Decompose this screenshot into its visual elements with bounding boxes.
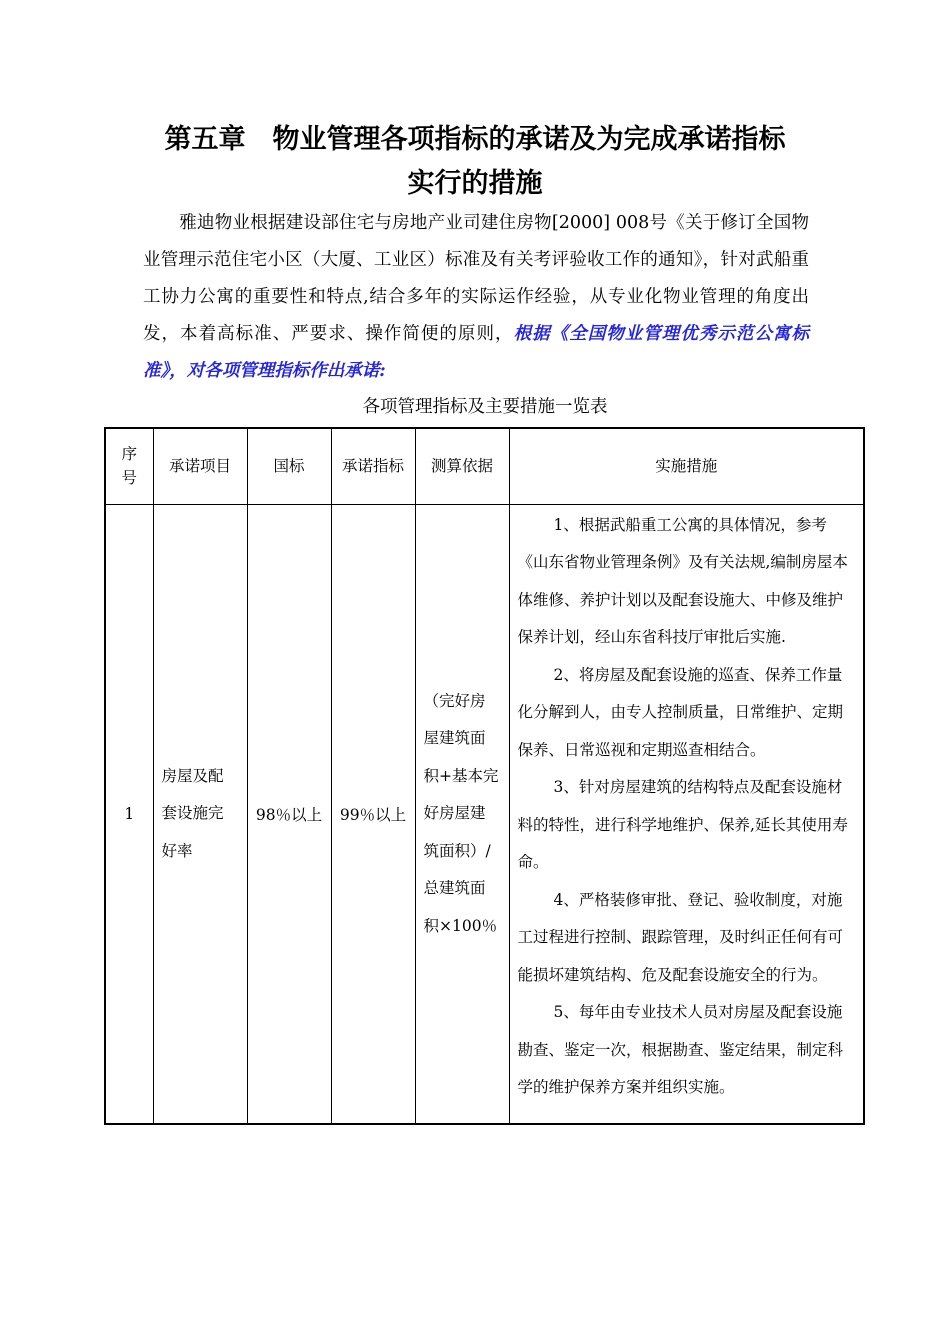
cell-promise: 99％以上 (331, 504, 415, 1124)
chapter-title-line-1: 第五章 物业管理各项指标的承诺及为完成承诺指标 (164, 124, 786, 155)
measure-item: 4、严格装修审批、登记、验收制度，对施工过程进行控制、跟踪管理，及时纠正任何有可能损坏建筑结构、危及配套设施安全的行为。 (517, 890, 844, 984)
header-national: 国标 (247, 428, 331, 504)
measure-item: 3、针对房屋建筑的结构特点及配套设施材料的特性，进行科学地维护、保养,延长其使用寿命。 (517, 778, 848, 871)
measure-item: 2、将房屋及配套设施的巡查、保养工作量化分解到人，由专人控制质量，日常维护、定期保养、日常巡视和定期巡查相结合。 (517, 665, 844, 759)
measure-item: 1、根据武船重工公寓的具体情况，参考《山东省物业管理条例》及有关法规,编制房屋本体维修、养护计划以及配套设施大、中修及维护保养计划，经山东省科技厅审批后实施. (517, 515, 848, 646)
table-caption: 各项管理指标及主要措施一览表 (362, 397, 608, 417)
intro-text: 雅迪物业根据建设部住宅与房地产业司建住房物[2000] 008号《关于修订全国物业管理示范住宅小区（大厦、工业区）标准及有关考评验收工作的通知》，针对武船重工协力公寓的重要性和特点,结合多年的实际运作经验，从专业化物业管理的角度出发，本着高标准、严要求、操作简便的原则， (143, 213, 809, 344)
cell-basis: （完好房屋建筑面积+基本完好房屋建筑面积）/总建筑面积×100％ (415, 504, 509, 1124)
cell-national: 98％以上 (247, 504, 331, 1124)
cell-measures (509, 504, 864, 1124)
header-basis: 测算依据 (415, 428, 509, 504)
cell-no: 1 (105, 504, 153, 1124)
measure-item: 5、每年由专业技术人员对房屋及配套设施勘查、鉴定一次，根据勘查、鉴定结果，制定科学的维护保养方案并组织实施。 (517, 1003, 844, 1096)
cell-item: 房屋及配套设施完好率 (153, 504, 247, 1124)
indicator-table (104, 427, 865, 1125)
header-measures: 实施措施 (509, 428, 864, 504)
intro-emphasis: 根据《全国物业管理优秀示范公寓标准》，对各项管理指标作出承诺: (143, 324, 810, 381)
header-no: 序号 (105, 428, 153, 504)
table-header-row (105, 428, 864, 504)
table-row (105, 504, 864, 1124)
header-promise: 承诺指标 (331, 428, 415, 504)
chapter-title-line-2: 实行的措施 (407, 168, 543, 199)
intro-paragraph (143, 205, 809, 390)
header-item: 承诺项目 (153, 428, 247, 504)
